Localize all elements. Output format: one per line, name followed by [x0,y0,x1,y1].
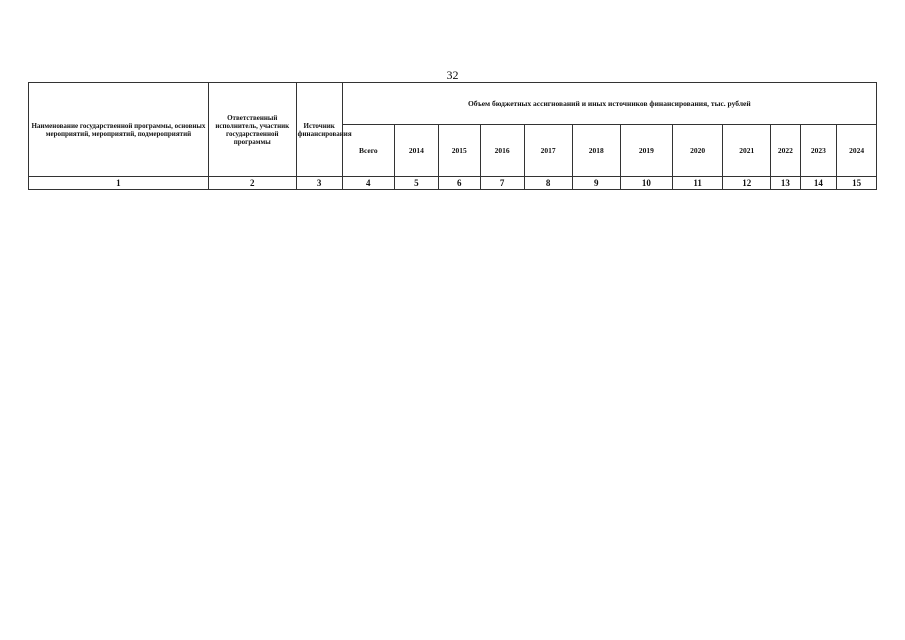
header-year-2021: 2021 [723,125,771,177]
header-program: Наименование государственной программы, основных мероприятий, мероприятий, подмероприятий [29,83,209,177]
header-budget: Объем бюджетных ассигнований и иных источников финансирования, тыс. рублей [342,83,876,125]
header-year-2022: 2022 [771,125,800,177]
column-index-cell: 3 [296,177,342,190]
column-index-cell: 12 [723,177,771,190]
budget-table [28,82,877,190]
header-source: Источник финансирования [296,83,342,177]
column-index-cell: 4 [342,177,394,190]
column-index-cell: 2 [208,177,296,190]
column-index-cell: 5 [394,177,438,190]
header-year-2024: 2024 [837,125,877,177]
header-year-2019: 2019 [620,125,672,177]
column-index-cell: 6 [438,177,480,190]
header-year-2016: 2016 [480,125,524,177]
column-index-cell: 11 [673,177,723,190]
page-number: 32 [446,68,459,82]
header-year-2017: 2017 [524,125,572,177]
column-index-cell: 8 [524,177,572,190]
header-year-2015: 2015 [438,125,480,177]
column-index-row [29,177,877,190]
column-index-cell: 9 [572,177,620,190]
header-total: Всего [342,125,394,177]
column-index-cell: 1 [29,177,209,190]
header-year-2014: 2014 [394,125,438,177]
column-index-cell: 7 [480,177,524,190]
column-index-cell: 14 [800,177,837,190]
column-index-cell: 13 [771,177,800,190]
column-index-cell: 10 [620,177,672,190]
column-index-cell: 15 [837,177,877,190]
header-executor: Ответственный исполнитель, участник государственной программы [208,83,296,177]
header-year-2023: 2023 [800,125,837,177]
header-year-2018: 2018 [572,125,620,177]
header-year-2020: 2020 [673,125,723,177]
